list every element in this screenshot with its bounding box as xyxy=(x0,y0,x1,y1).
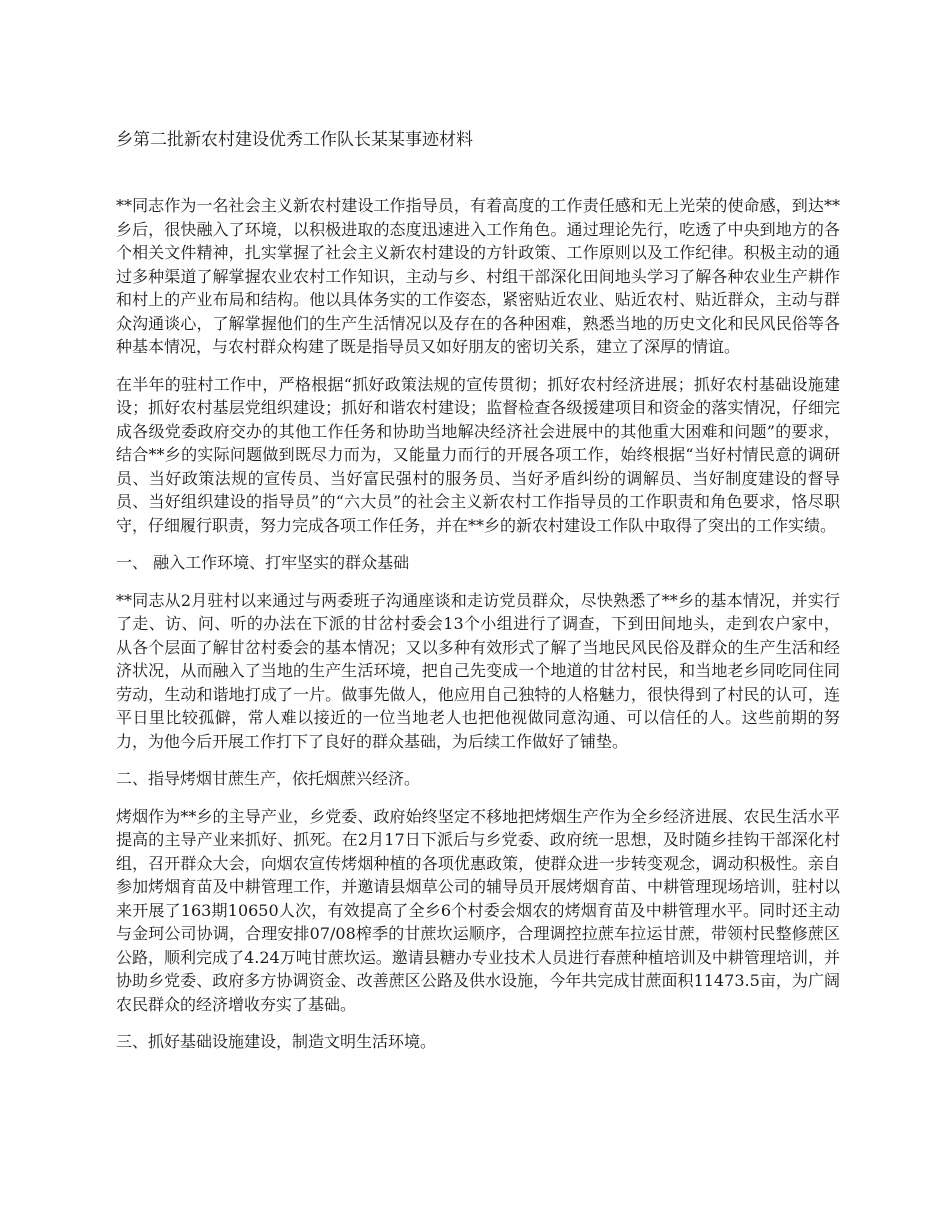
paragraph-section-1: **同志从2月驻村以来通过与两委班子沟通座谈和走访党员群众，尽快熟悉了**乡的基本情况，并实行了走、访、问、听的办法在下派的甘岔村委会13个小组进行了调查，下到田间地头，走到农户家中，从各个层面了解甘岔村委会的基本情况；又以多种有效形式了解了当地民风民俗及群众的生产生活和经济状况，从而融入了当地的生产生活环境，把自己先变成一个地道的甘岔村民，和当地老乡同吃同住同劳动，生动和谐地打成了一片。做事先做人，他应用自己独特的人格魅力，很快得到了村民的认可，连平日里比较孤僻，常人难以接近的一位当地老人也把他视做同意沟通、可以信任的人。这些前期的努力，为他今后开展工作打下了良好的群众基础，为后续工作做好了铺垫。 xyxy=(116,590,840,751)
section-heading-2: 二、指导烤烟甘蔗生产，依托烟蔗兴经济。 xyxy=(116,769,421,788)
paragraph-intro: **同志作为一名社会主义新农村建设工作指导员，有着高度的工作责任感和无上光荣的使命感，到达**乡后，很快融入了环境，以积极进取的态度迅速进入工作角色。通过理论先行，吃透了中央到地方的各个相关文件精神，扎实掌握了社会主义新农村建设的方针政策、工作原则以及工作纪律。积极主动的通过多种渠道了解掌握农业农村工作知识，主动与乡、村组干部深化田间地头学习了解各种农业生产耕作和村上的产业布局和结构。他以具体务实的工作姿态，紧密贴近农业、贴近农村、贴近群众，主动与群众沟通谈心，了解掌握他们的生产生活情况以及存在的各种困难，熟悉当地的历史文化和民风民俗等各种基本情况，与农村群众构建了既是指导员又如好朋友的密切关系，建立了深厚的情谊。 xyxy=(116,196,840,356)
paragraph-section-2: 烤烟作为**乡的主导产业，乡党委、政府始终坚定不移地把烤烟生产作为全乡经济进展、农民生活水平提高的主导产业来抓好、抓死。在2月17日下派后与乡党委、政府统一思想，及时随乡挂钩干部深化村组，召开群众大会，向烟农宣传烤烟种植的各项优惠政策，使群众进一步转变观念，调动积极性。亲自参加烤烟育苗及中耕管理工作，并邀请县烟草公司的辅导员开展烤烟育苗、中耕管理现场培训，驻村以来开展了163期10650人次，有效提高了全乡6个村委会烟农的烤烟育苗及中耕管理水平。同时还主动与金珂公司协调，合理安排07/08榨季的甘蔗坎运顺序，合理调控拉蔗车拉运甘蔗，带领村民整修蔗区公路，顺利完成了4.24万吨甘蔗坎运。邀请县糖办专业技术人员进行春蔗种植培训及中耕管理培训，并协助乡党委、政府多方协调资金、改善蔗区公路及供水设施，今年共完成甘蔗面积11473.5亩，为广阔农民群众的经济增收夯实了基础。 xyxy=(116,806,840,1014)
document-body xyxy=(116,194,840,1068)
paragraph-requirements: 在半年的驻村工作中，严格根据“抓好政策法规的宣传贯彻；抓好农村经济进展；抓好农村基础设施建设；抓好农村基层党组织建设；抓好和谐农村建设；监督检查各级援建项目和资金的落实情况，仔细完成各级党委政府交办的其他工作任务和协助当地解决经济社会进展中的其他重大困难和问题”的要求，结合**乡的实际问题做到既尽力而为，又能量力而行的开展各项工作，始终根据“当好村情民意的调研员、当好政策法规的宣传员、当好富民强村的服务员、当好矛盾纠纷的调解员、当好制度建设的督导员、当好组织建设的指导员”的“六大员”的社会主义新农村工作指导员的工作职责和角色要求，恪尽职守，仔细履行职责，努力完成各项工作任务，并在**乡的新农村建设工作队中取得了突出的工作实绩。 xyxy=(116,374,840,535)
section-heading-3: 三、抓好基础设施建设，制造文明生活环境。 xyxy=(116,1032,437,1051)
section-heading-1: 一、 融入工作环境、打牢坚实的群众基础 xyxy=(116,553,410,572)
document-title: 乡第二批新农村建设优秀工作队长某某事迹材料 xyxy=(116,130,473,150)
